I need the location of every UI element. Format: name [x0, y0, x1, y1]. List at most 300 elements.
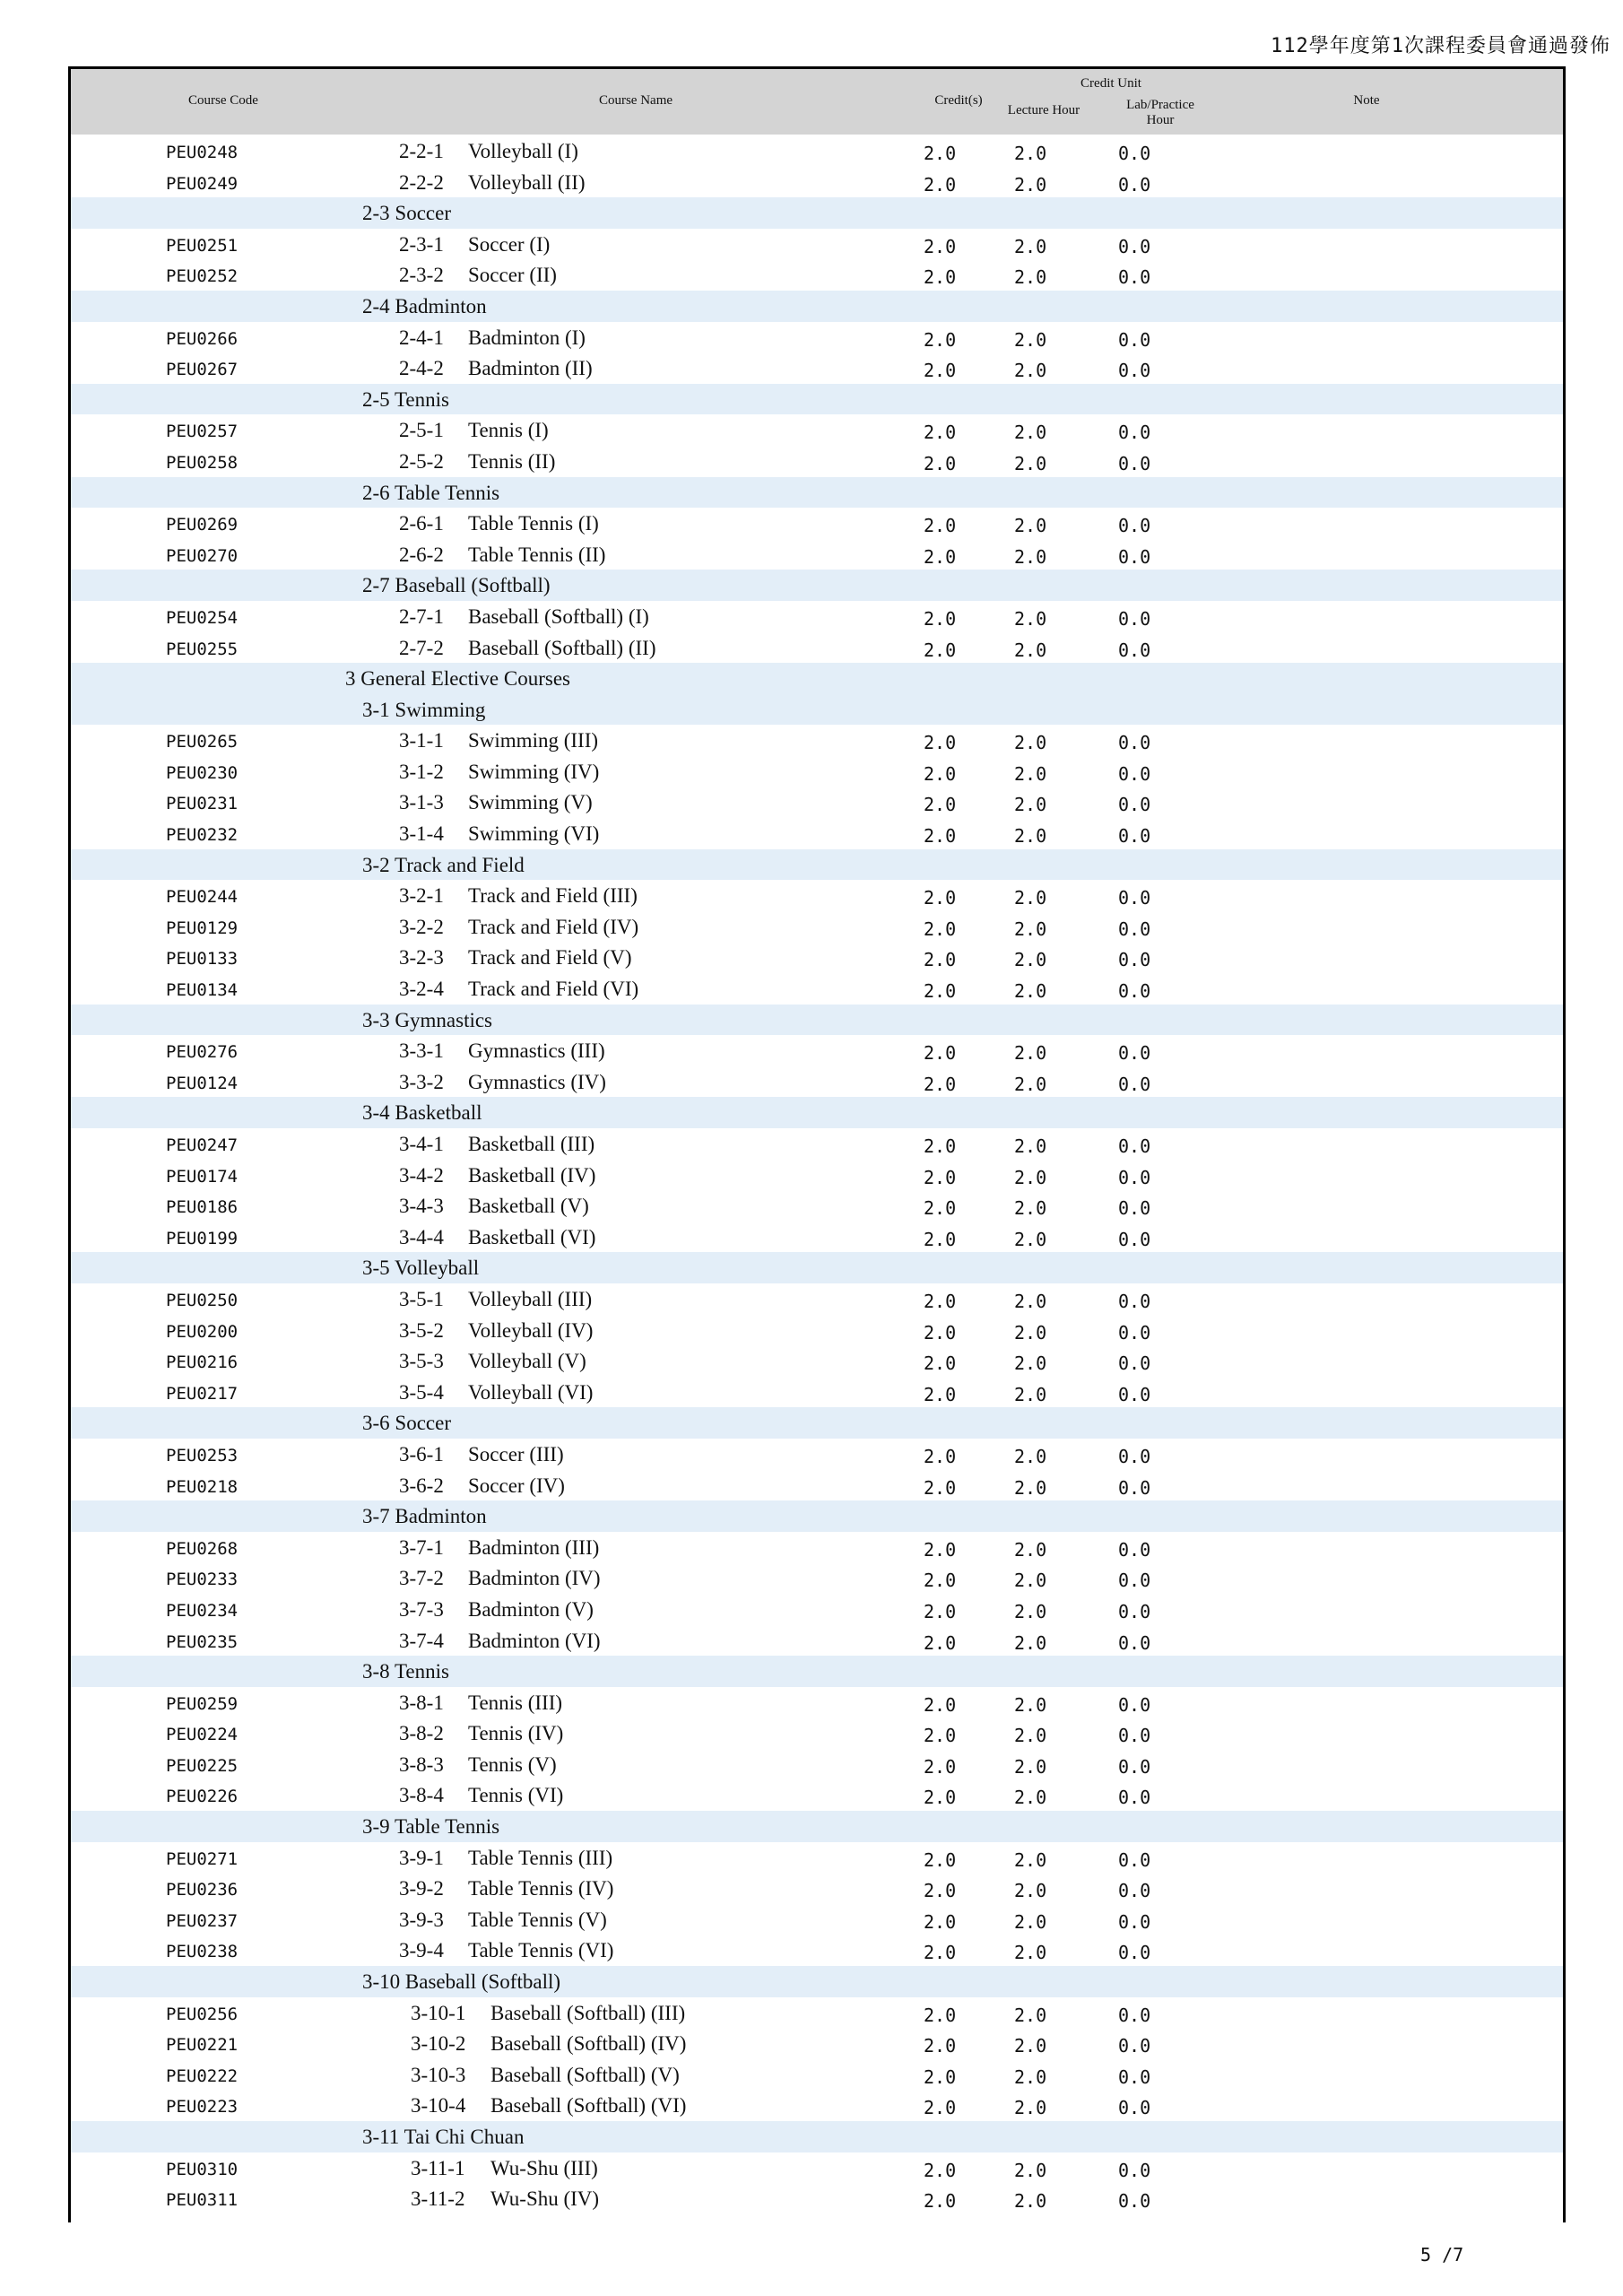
- course-number: 3-7-2: [399, 1567, 444, 1590]
- credits: 2.0: [924, 143, 957, 164]
- course-code: PEU0224: [166, 1725, 239, 1745]
- lab-hour: 0.0: [1118, 515, 1151, 537]
- lab-hour: 0.0: [1118, 918, 1151, 940]
- course-name: Basketball (IV): [468, 1163, 596, 1187]
- course-name: Tennis (II): [468, 449, 556, 473]
- lab-hour: 0.0: [1118, 1725, 1151, 1747]
- table-row: [71, 414, 1563, 446]
- lab-hour: 0.0: [1118, 1570, 1151, 1592]
- table-row: [71, 1439, 1563, 1470]
- course-code: PEU0247: [166, 1135, 239, 1155]
- table-row: [71, 1532, 1563, 1563]
- group-row: [71, 849, 1563, 881]
- lab-hour: 0.0: [1118, 1600, 1151, 1622]
- course-name: Wu-Shu (III): [490, 2156, 598, 2179]
- group-label: 3-5 Volleyball: [362, 1257, 480, 1280]
- lecture-hour: 2.0: [1014, 2097, 1047, 2119]
- header-lab-hour: [1093, 98, 1228, 128]
- course-number: 2-2-1: [399, 140, 444, 162]
- lab-hour: 0.0: [1118, 1321, 1151, 1344]
- table-row: [71, 1222, 1563, 1253]
- table-row: [71, 725, 1563, 756]
- lecture-hour: 2.0: [1014, 1042, 1047, 1065]
- course-code: PEU0269: [166, 515, 239, 535]
- course-number: 3-10-2: [411, 2032, 466, 2056]
- course-number: 3-3-2: [399, 1070, 444, 1093]
- group-row: [71, 291, 1563, 322]
- course-code: PEU0259: [166, 1693, 239, 1714]
- course-name: Volleyball (I): [468, 140, 578, 162]
- course-name: Track and Field (V): [468, 946, 632, 970]
- course-number: 3-5-2: [399, 1318, 444, 1342]
- course-code: PEU0252: [166, 266, 239, 287]
- lecture-hour: 2.0: [1014, 422, 1047, 444]
- course-name: Table Tennis (V): [468, 1908, 607, 1931]
- group-label: 3-2 Track and Field: [362, 853, 525, 876]
- group-row: [71, 1407, 1563, 1439]
- group-row: [71, 663, 1563, 694]
- course-number: 3-9-4: [399, 1939, 444, 1962]
- course-name: Volleyball (II): [468, 170, 586, 194]
- lab-hour: 0.0: [1118, 1942, 1151, 1964]
- credits: 2.0: [924, 2159, 957, 2181]
- lab-hour: 0.0: [1118, 1880, 1151, 1902]
- table-row: [71, 973, 1563, 1004]
- lecture-hour: 2.0: [1014, 1538, 1047, 1561]
- credits: 2.0: [924, 1228, 957, 1250]
- lecture-hour: 2.0: [1014, 1725, 1047, 1747]
- lecture-hour: 2.0: [1014, 2004, 1047, 2026]
- lab-hour: 0.0: [1118, 2159, 1151, 2181]
- course-name: Soccer (II): [468, 264, 557, 287]
- course-name: Baseball (Softball) (I): [468, 604, 649, 628]
- lab-hour: 0.0: [1118, 1166, 1151, 1188]
- table-row: [71, 2152, 1563, 2184]
- course-code: PEU0251: [166, 235, 239, 256]
- table-row: [71, 1718, 1563, 1749]
- course-code: PEU0133: [166, 949, 239, 970]
- lecture-hour: 2.0: [1014, 235, 1047, 257]
- lab-hour: 0.0: [1118, 1228, 1151, 1250]
- table-row: [71, 1160, 1563, 1191]
- table-row: [71, 167, 1563, 198]
- lecture-hour: 2.0: [1014, 1631, 1047, 1654]
- credits: 2.0: [924, 328, 957, 351]
- lecture-hour: 2.0: [1014, 2066, 1047, 2088]
- course-number: 3-9-1: [399, 1846, 444, 1869]
- credits: 2.0: [924, 980, 957, 1003]
- course-number: 3-7-3: [399, 1597, 444, 1621]
- lecture-hour: 2.0: [1014, 1848, 1047, 1871]
- lecture-hour: 2.0: [1014, 1383, 1047, 1405]
- credits: 2.0: [924, 1352, 957, 1375]
- group-row: [71, 197, 1563, 229]
- table-row: [71, 1687, 1563, 1718]
- lecture-hour: 2.0: [1014, 173, 1047, 196]
- course-name: Basketball (III): [468, 1133, 595, 1155]
- credits: 2.0: [924, 1166, 957, 1188]
- table-row: [71, 1842, 1563, 1874]
- table-row: [71, 508, 1563, 539]
- course-name: Volleyball (IV): [468, 1318, 594, 1342]
- credits: 2.0: [924, 1321, 957, 1344]
- lecture-hour: 2.0: [1014, 143, 1047, 164]
- course-name: Badminton (I): [468, 326, 586, 349]
- credits: 2.0: [924, 1445, 957, 1467]
- lecture-hour: 2.0: [1014, 825, 1047, 848]
- course-number: 3-2-2: [399, 915, 444, 938]
- course-number: 2-7-2: [399, 636, 444, 659]
- credits: 2.0: [924, 266, 957, 289]
- course-number: 3-9-2: [399, 1877, 444, 1900]
- lecture-hour: 2.0: [1014, 2035, 1047, 2057]
- lecture-hour: 2.0: [1014, 1073, 1047, 1095]
- table-row: [71, 1935, 1563, 1966]
- course-code: PEU0230: [166, 762, 239, 783]
- credits: 2.0: [924, 1600, 957, 1622]
- table-row: [71, 1904, 1563, 1935]
- lab-hour: 0.0: [1118, 235, 1151, 257]
- lab-hour: 0.0: [1118, 2004, 1151, 2026]
- credits: 2.0: [924, 173, 957, 196]
- lecture-hour: 2.0: [1014, 452, 1047, 474]
- lab-hour: 0.0: [1118, 949, 1151, 971]
- lab-hour: 0.0: [1118, 1910, 1151, 1933]
- course-number: 3-4-4: [399, 1225, 444, 1248]
- course-name: Baseball (Softball) (II): [468, 636, 656, 659]
- table-row: [71, 1562, 1563, 1594]
- course-number: 3-6-1: [399, 1442, 444, 1465]
- table-row: [71, 1625, 1563, 1657]
- credits: 2.0: [924, 1880, 957, 1902]
- document-title: 112學年度第1次課程委員會通過發佈: [1271, 35, 1610, 57]
- course-name: Badminton (II): [468, 357, 593, 380]
- group-row: [71, 1656, 1563, 1687]
- course-code: PEU0226: [166, 1787, 239, 1807]
- course-name: Tennis (V): [468, 1752, 557, 1776]
- course-name: Gymnastics (IV): [468, 1070, 606, 1093]
- course-number: 2-5-2: [399, 449, 444, 473]
- lecture-hour: 2.0: [1014, 732, 1047, 754]
- course-number: 3-4-1: [399, 1133, 444, 1155]
- course-number: 3-10-1: [411, 2001, 466, 2024]
- course-code: PEU0276: [166, 1042, 239, 1063]
- table-row: [71, 1128, 1563, 1160]
- lab-hour: 0.0: [1118, 1383, 1151, 1405]
- course-name: Soccer (III): [468, 1442, 564, 1465]
- group-label: 2-3 Soccer: [362, 202, 451, 225]
- credits: 2.0: [924, 1942, 957, 1964]
- header-lab-hour-line2: Hour: [1146, 113, 1175, 127]
- lecture-hour: 2.0: [1014, 639, 1047, 661]
- course-number: 2-2-2: [399, 170, 444, 194]
- credits: 2.0: [924, 1631, 957, 1654]
- lab-hour: 0.0: [1118, 360, 1151, 382]
- group-label: 3-3 Gymnastics: [362, 1008, 493, 1031]
- table-row: [71, 1749, 1563, 1780]
- lab-hour: 0.0: [1118, 1135, 1151, 1157]
- course-code: PEU0231: [166, 794, 239, 814]
- credits: 2.0: [924, 607, 957, 630]
- table-row: [71, 1066, 1563, 1098]
- course-code: PEU0225: [166, 1755, 239, 1776]
- lab-hour: 0.0: [1118, 607, 1151, 630]
- lab-hour: 0.0: [1118, 1042, 1151, 1065]
- lab-hour: 0.0: [1118, 732, 1151, 754]
- course-name: Table Tennis (I): [468, 512, 599, 535]
- course-name: Soccer (I): [468, 232, 551, 256]
- course-code: PEU0234: [166, 1600, 239, 1621]
- course-number: 2-6-1: [399, 512, 444, 535]
- course-number: 3-2-1: [399, 884, 444, 908]
- course-number: 3-1-1: [399, 729, 444, 752]
- credits: 2.0: [924, 422, 957, 444]
- lab-hour: 0.0: [1118, 2097, 1151, 2119]
- table-row: [71, 2183, 1563, 2214]
- credits: 2.0: [924, 1570, 957, 1592]
- lab-hour: 0.0: [1118, 1197, 1151, 1220]
- table-row: [71, 911, 1563, 943]
- credits: 2.0: [924, 360, 957, 382]
- table-row: [71, 352, 1563, 384]
- credits: 2.0: [924, 639, 957, 661]
- lab-hour: 0.0: [1118, 1693, 1151, 1716]
- course-code: PEU0223: [166, 2097, 239, 2118]
- table-row: [71, 229, 1563, 260]
- table-row: [71, 818, 1563, 849]
- course-name: Baseball (Softball) (IV): [490, 2032, 687, 2056]
- table-row: [71, 1470, 1563, 1501]
- table-row: [71, 259, 1563, 291]
- group-label: 3-1 Swimming: [362, 698, 486, 721]
- credits: 2.0: [924, 1848, 957, 1871]
- table-header: [71, 69, 1563, 135]
- group-label: 2-4 Badminton: [362, 294, 487, 317]
- credits: 2.0: [924, 949, 957, 971]
- course-code: PEU0253: [166, 1445, 239, 1465]
- course-table: [68, 66, 1566, 2222]
- course-number: 3-5-3: [399, 1350, 444, 1373]
- course-code: PEU0267: [166, 360, 239, 380]
- lecture-hour: 2.0: [1014, 360, 1047, 382]
- course-number: 3-4-3: [399, 1195, 444, 1218]
- lecture-hour: 2.0: [1014, 1445, 1047, 1467]
- course-code: PEU0256: [166, 2004, 239, 2024]
- course-name: Badminton (III): [468, 1535, 600, 1559]
- lab-hour: 0.0: [1118, 762, 1151, 785]
- course-name: Basketball (V): [468, 1195, 589, 1218]
- lab-hour: 0.0: [1118, 328, 1151, 351]
- lab-hour: 0.0: [1118, 2190, 1151, 2213]
- course-code: PEU0271: [166, 1848, 239, 1869]
- course-number: 2-4-1: [399, 326, 444, 349]
- credits: 2.0: [924, 1538, 957, 1561]
- group-row: [71, 1252, 1563, 1283]
- lab-hour: 0.0: [1118, 639, 1151, 661]
- table-row: [71, 942, 1563, 973]
- course-number: 3-3-1: [399, 1039, 444, 1063]
- course-code: PEU0124: [166, 1073, 239, 1093]
- course-name: Swimming (VI): [468, 822, 600, 846]
- credits: 2.0: [924, 1910, 957, 1933]
- group-row: [71, 1966, 1563, 1997]
- credits: 2.0: [924, 235, 957, 257]
- lecture-hour: 2.0: [1014, 545, 1047, 568]
- course-code: PEU0199: [166, 1228, 239, 1248]
- course-number: 3-8-2: [399, 1722, 444, 1745]
- course-code: PEU0237: [166, 1910, 239, 1931]
- lecture-hour: 2.0: [1014, 1166, 1047, 1188]
- course-number: 2-5-1: [399, 419, 444, 442]
- table-row: [71, 1315, 1563, 1346]
- group-label: 3-11 Tai Chi Chuan: [362, 2126, 525, 2148]
- credits: 2.0: [924, 1290, 957, 1312]
- group-row: [71, 1004, 1563, 1036]
- course-number: 3-6-2: [399, 1474, 444, 1497]
- course-code: PEU0129: [166, 918, 239, 938]
- credits: 2.0: [924, 2190, 957, 2213]
- lecture-hour: 2.0: [1014, 1290, 1047, 1312]
- credits: 2.0: [924, 1042, 957, 1065]
- lab-hour: 0.0: [1118, 143, 1151, 164]
- lecture-hour: 2.0: [1014, 762, 1047, 785]
- table-row: [71, 2028, 1563, 2059]
- course-number: 2-7-1: [399, 604, 444, 628]
- table-row: [71, 880, 1563, 911]
- lecture-hour: 2.0: [1014, 607, 1047, 630]
- course-name: Swimming (V): [468, 791, 593, 814]
- course-number: 3-2-4: [399, 978, 444, 1001]
- group-row: [71, 570, 1563, 601]
- lecture-hour: 2.0: [1014, 1197, 1047, 1220]
- group-label: 3-6 Soccer: [362, 1412, 451, 1435]
- course-code: PEU0250: [166, 1290, 239, 1310]
- course-name: Swimming (III): [468, 729, 599, 752]
- group-row: [71, 1097, 1563, 1128]
- header-note: Note: [1353, 93, 1380, 108]
- credits: 2.0: [924, 1073, 957, 1095]
- lab-hour: 0.0: [1118, 1848, 1151, 1871]
- table-body: [71, 135, 1563, 2214]
- credits: 2.0: [924, 1787, 957, 1809]
- table-row: [71, 756, 1563, 787]
- credits: 2.0: [924, 1476, 957, 1499]
- header-lecture-hour: Lecture Hour: [1007, 103, 1081, 117]
- course-name: Basketball (VI): [468, 1225, 596, 1248]
- lecture-hour: 2.0: [1014, 1942, 1047, 1964]
- course-code: PEU0254: [166, 607, 239, 628]
- lecture-hour: 2.0: [1014, 980, 1047, 1003]
- course-code: PEU0244: [166, 887, 239, 908]
- group-row: [71, 1500, 1563, 1532]
- course-name: Baseball (Softball) (V): [490, 2063, 680, 2086]
- lab-hour: 0.0: [1118, 1476, 1151, 1499]
- course-number: 3-7-4: [399, 1629, 444, 1652]
- credits: 2.0: [924, 452, 957, 474]
- table-row: [71, 1283, 1563, 1315]
- course-code: PEU0248: [166, 143, 239, 162]
- course-number: 3-8-1: [399, 1691, 444, 1714]
- lecture-hour: 2.0: [1014, 1352, 1047, 1375]
- course-number: 3-8-4: [399, 1784, 444, 1807]
- lecture-hour: 2.0: [1014, 266, 1047, 289]
- lab-hour: 0.0: [1118, 2066, 1151, 2088]
- lab-hour: 0.0: [1118, 1352, 1151, 1375]
- lab-hour: 0.0: [1118, 545, 1151, 568]
- credits: 2.0: [924, 1755, 957, 1778]
- lab-hour: 0.0: [1118, 1538, 1151, 1561]
- course-number: 3-1-3: [399, 791, 444, 814]
- credits: 2.0: [924, 1383, 957, 1405]
- course-code: PEU0257: [166, 422, 239, 442]
- table-row: [71, 1873, 1563, 1904]
- header-credits: Credit(s): [934, 93, 983, 108]
- course-code: PEU0268: [166, 1538, 239, 1559]
- credits: 2.0: [924, 2004, 957, 2026]
- course-code: PEU0311: [166, 2190, 239, 2211]
- table-row: [71, 632, 1563, 664]
- table-row: [71, 1779, 1563, 1811]
- lab-hour: 0.0: [1118, 422, 1151, 444]
- course-code: PEU0249: [166, 173, 239, 194]
- group-label: 2-5 Tennis: [362, 387, 449, 411]
- group-row: [71, 1811, 1563, 1842]
- lab-hour: 0.0: [1118, 1290, 1151, 1312]
- course-code: PEU0235: [166, 1631, 239, 1652]
- course-name: Track and Field (IV): [468, 915, 639, 938]
- course-name: Tennis (IV): [468, 1722, 564, 1745]
- lecture-hour: 2.0: [1014, 1880, 1047, 1902]
- table-row: [71, 601, 1563, 632]
- course-name: Swimming (IV): [468, 760, 600, 783]
- course-number: 3-7-1: [399, 1535, 444, 1559]
- lab-hour: 0.0: [1118, 825, 1151, 848]
- course-code: PEU0217: [166, 1383, 239, 1404]
- course-number: 3-9-3: [399, 1908, 444, 1931]
- course-name: Table Tennis (III): [468, 1846, 613, 1869]
- group-row: [71, 384, 1563, 415]
- course-number: 2-3-2: [399, 264, 444, 287]
- lecture-hour: 2.0: [1014, 887, 1047, 909]
- table-row: [71, 539, 1563, 570]
- table-row: [71, 322, 1563, 353]
- table-row: [71, 1190, 1563, 1222]
- table-row: [71, 787, 1563, 818]
- course-name: Table Tennis (II): [468, 543, 606, 566]
- lecture-hour: 2.0: [1014, 949, 1047, 971]
- course-name: Badminton (IV): [468, 1567, 601, 1590]
- lecture-hour: 2.0: [1014, 1476, 1047, 1499]
- lecture-hour: 2.0: [1014, 918, 1047, 940]
- course-number: 3-1-2: [399, 760, 444, 783]
- lecture-hour: 2.0: [1014, 1570, 1047, 1592]
- lecture-hour: 2.0: [1014, 1787, 1047, 1809]
- lecture-hour: 2.0: [1014, 2159, 1047, 2181]
- course-number: 3-11-1: [411, 2156, 465, 2179]
- lecture-hour: 2.0: [1014, 328, 1047, 351]
- table-row: [71, 135, 1563, 167]
- group-row: [71, 694, 1563, 726]
- course-name: Badminton (V): [468, 1597, 594, 1621]
- course-code: PEU0221: [166, 2035, 239, 2056]
- course-code: PEU0200: [166, 1321, 239, 1342]
- course-name: Volleyball (VI): [468, 1380, 594, 1404]
- group-label: 2-6 Table Tennis: [362, 481, 500, 504]
- course-name: Track and Field (III): [468, 884, 638, 908]
- course-number: 3-2-3: [399, 946, 444, 970]
- credits: 2.0: [924, 887, 957, 909]
- lecture-hour: 2.0: [1014, 1228, 1047, 1250]
